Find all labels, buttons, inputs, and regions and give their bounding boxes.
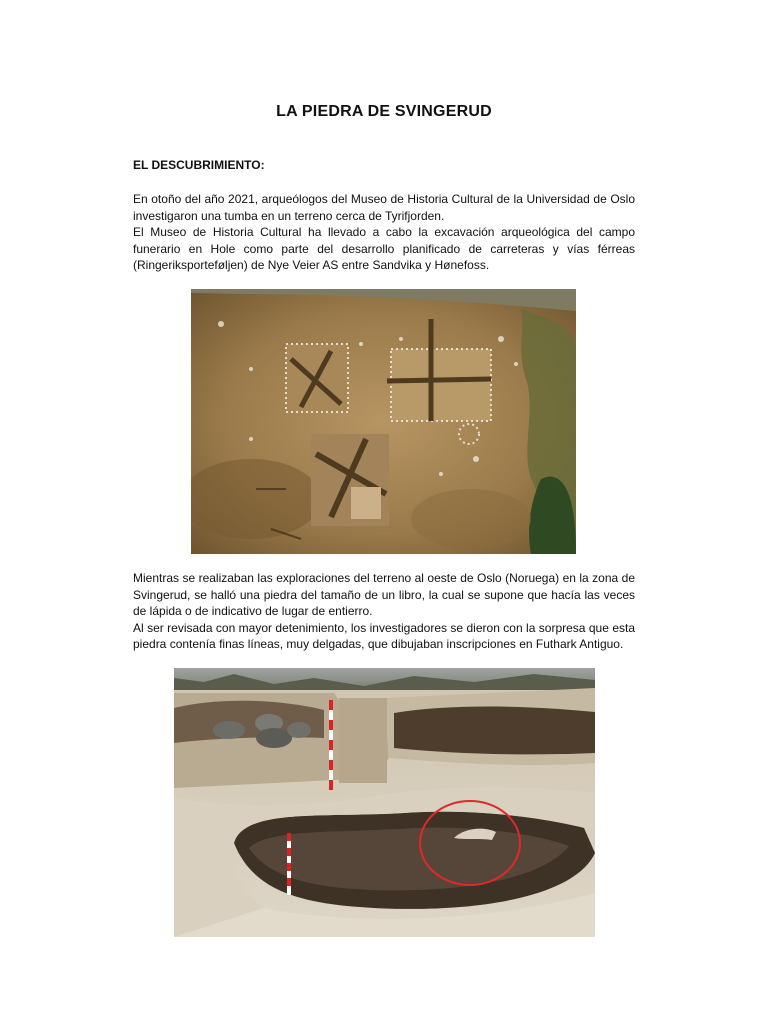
aerial-excavation-image (191, 289, 576, 554)
paragraph-line: El Museo de Historia Cultural ha llevado a cabo la excavación arqueológica del campo funerario en Hole como parte del desarrollo planificado de carreteras y vías férreas (Ringeriksporteføljen) de Nye Veier AS entre Sandvika y Hønefoss. (133, 225, 635, 273)
trench-excavation-photo (174, 668, 595, 937)
aerial-excavation-photo (191, 289, 576, 554)
trench-excavation-image (174, 668, 595, 937)
page-title: LA PIEDRA DE SVINGERUD (276, 103, 492, 120)
grave-ring-left (286, 344, 348, 412)
paragraph-stone-found (133, 570, 635, 653)
measuring-rod-lower (287, 833, 291, 895)
paragraph-line: Al ser revisada con mayor detenimiento, los investigadores se dieron con la sorpresa que esta piedra contenía finas líneas, muy delgadas, que dibujaban inscripciones en Futhark Antiguo. (133, 620, 635, 652)
section-heading: EL DESCUBRIMIENTO: (133, 158, 265, 172)
measuring-rod-upper (329, 700, 333, 790)
paragraph-line: En otoño del año 2021, arqueólogos del Museo de Historia Cultural de la Universidad de Oslo investigaron una tumba en un terreno cerca de Tyrifjorden. (133, 192, 635, 223)
paragraph-discovery-intro (133, 191, 635, 274)
paragraph-line: Mientras se realizaban las exploraciones del terreno al oeste de Oslo (Noruega) en la zona de Svingerud, se halló una piedra del tamaño de un libro, la cual se supone que hacía las veces de lápida o de indicativo de lugar de entierro. (133, 571, 635, 619)
grave-ring-lower (311, 434, 389, 526)
